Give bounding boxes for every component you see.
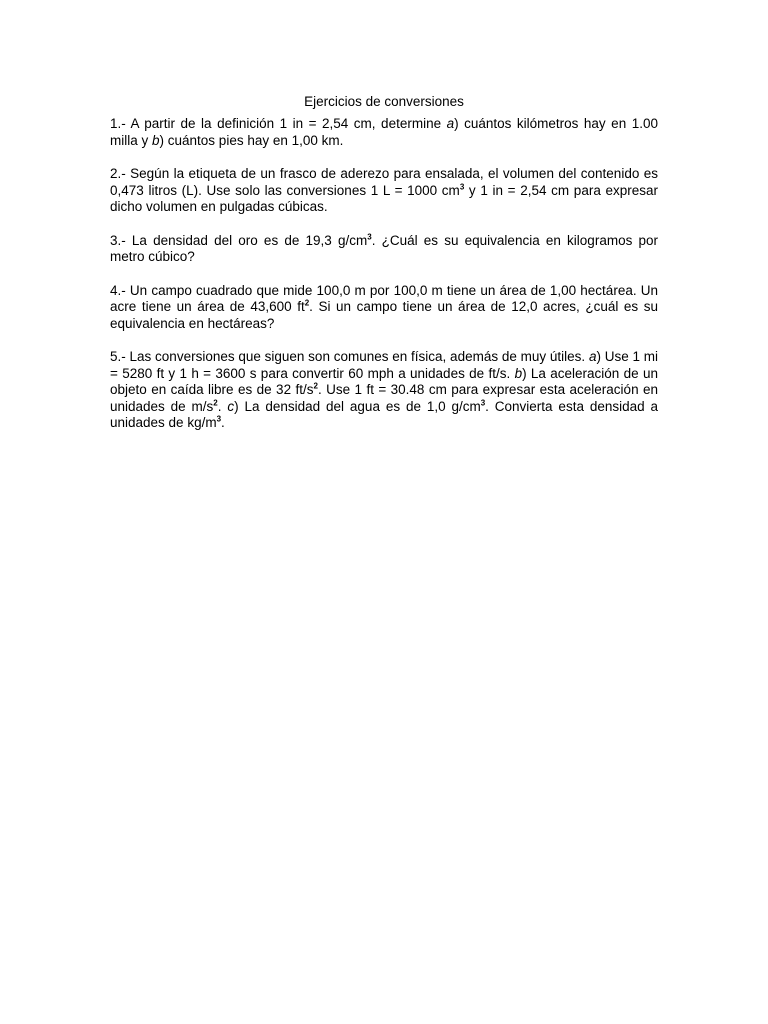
text-run: ) La aceleración de un objeto en caída libre es de 32 ft/s: [110, 365, 658, 397]
italic-label: a: [446, 116, 455, 131]
text-run: . Use 1 ft = 30.48 cm para expresar esta aceleración en unidades de m/s: [110, 382, 658, 414]
text-run: 4.- Un campo cuadrado que mide 100,0 m por 100,0 m tiene un área de 1,00 hectárea. Un acre tiene un área de 43,600 ft: [110, 282, 658, 314]
exercise-2: [110, 166, 658, 216]
exercise-3: [110, 233, 658, 266]
text-run: . ¿Cuál es su equivalencia en kilogramos por metro cúbico?: [110, 232, 659, 264]
exercise-5: [110, 349, 658, 432]
text-run: .: [221, 415, 225, 430]
text-run: 5.- Las conversiones que siguen son comunes en física, además de muy útiles.: [110, 349, 589, 364]
superscript: 2: [304, 298, 310, 308]
document-page: [110, 94, 658, 449]
italic-label: b: [514, 365, 523, 381]
text-run: ) Use 1 mi = 5280 ft y 1 h = 3600 s para convertir 60 mph a unidades de ft/s.: [110, 349, 658, 381]
superscript: 3: [480, 398, 486, 407]
superscript: 3: [459, 182, 465, 191]
document-title: Ejercicios de conversiones: [304, 94, 464, 109]
text-run: ) cuántos kilómetros hay en 1.00 milla y: [110, 116, 658, 148]
exercise-1: [110, 116, 658, 149]
italic-label: c: [227, 398, 235, 414]
text-run: . Convierta esta densidad a unidades de kg/m: [110, 398, 658, 430]
italic-label: a: [588, 349, 597, 364]
text-run: 2.- Según la etiqueta de un frasco de aderezo para ensalada, el volumen del contenido es 0,473 litros (L). Use solo las conversiones 1 L = 1000 cm: [110, 166, 658, 198]
text-run: y 1 in = 2,54 cm para expresar dicho volumen en pulgadas cúbicas.: [110, 182, 659, 214]
superscript: 2: [313, 381, 318, 391]
superscript: 2: [213, 398, 218, 407]
superscript: 3: [367, 232, 372, 241]
text-run: .: [217, 398, 228, 414]
exercise-list: [110, 116, 658, 432]
text-run: ) La densidad del agua es de 1,0 g/cm: [234, 398, 481, 414]
text-run: 1.- A partir de la definición 1 in = 2,54 cm, determine: [110, 116, 447, 131]
exercise-4: [110, 283, 658, 333]
italic-label: b: [152, 132, 160, 148]
text-run: 3.- La densidad del oro es de 19,3 g/cm: [110, 232, 368, 248]
superscript: 3: [216, 414, 222, 424]
text-run: ) cuántos pies hay en 1,00 km.: [159, 132, 344, 148]
text-run: . Si un campo tiene un área de 12,0 acres, ¿cuál es su equivalencia en hectáreas?: [110, 299, 658, 331]
